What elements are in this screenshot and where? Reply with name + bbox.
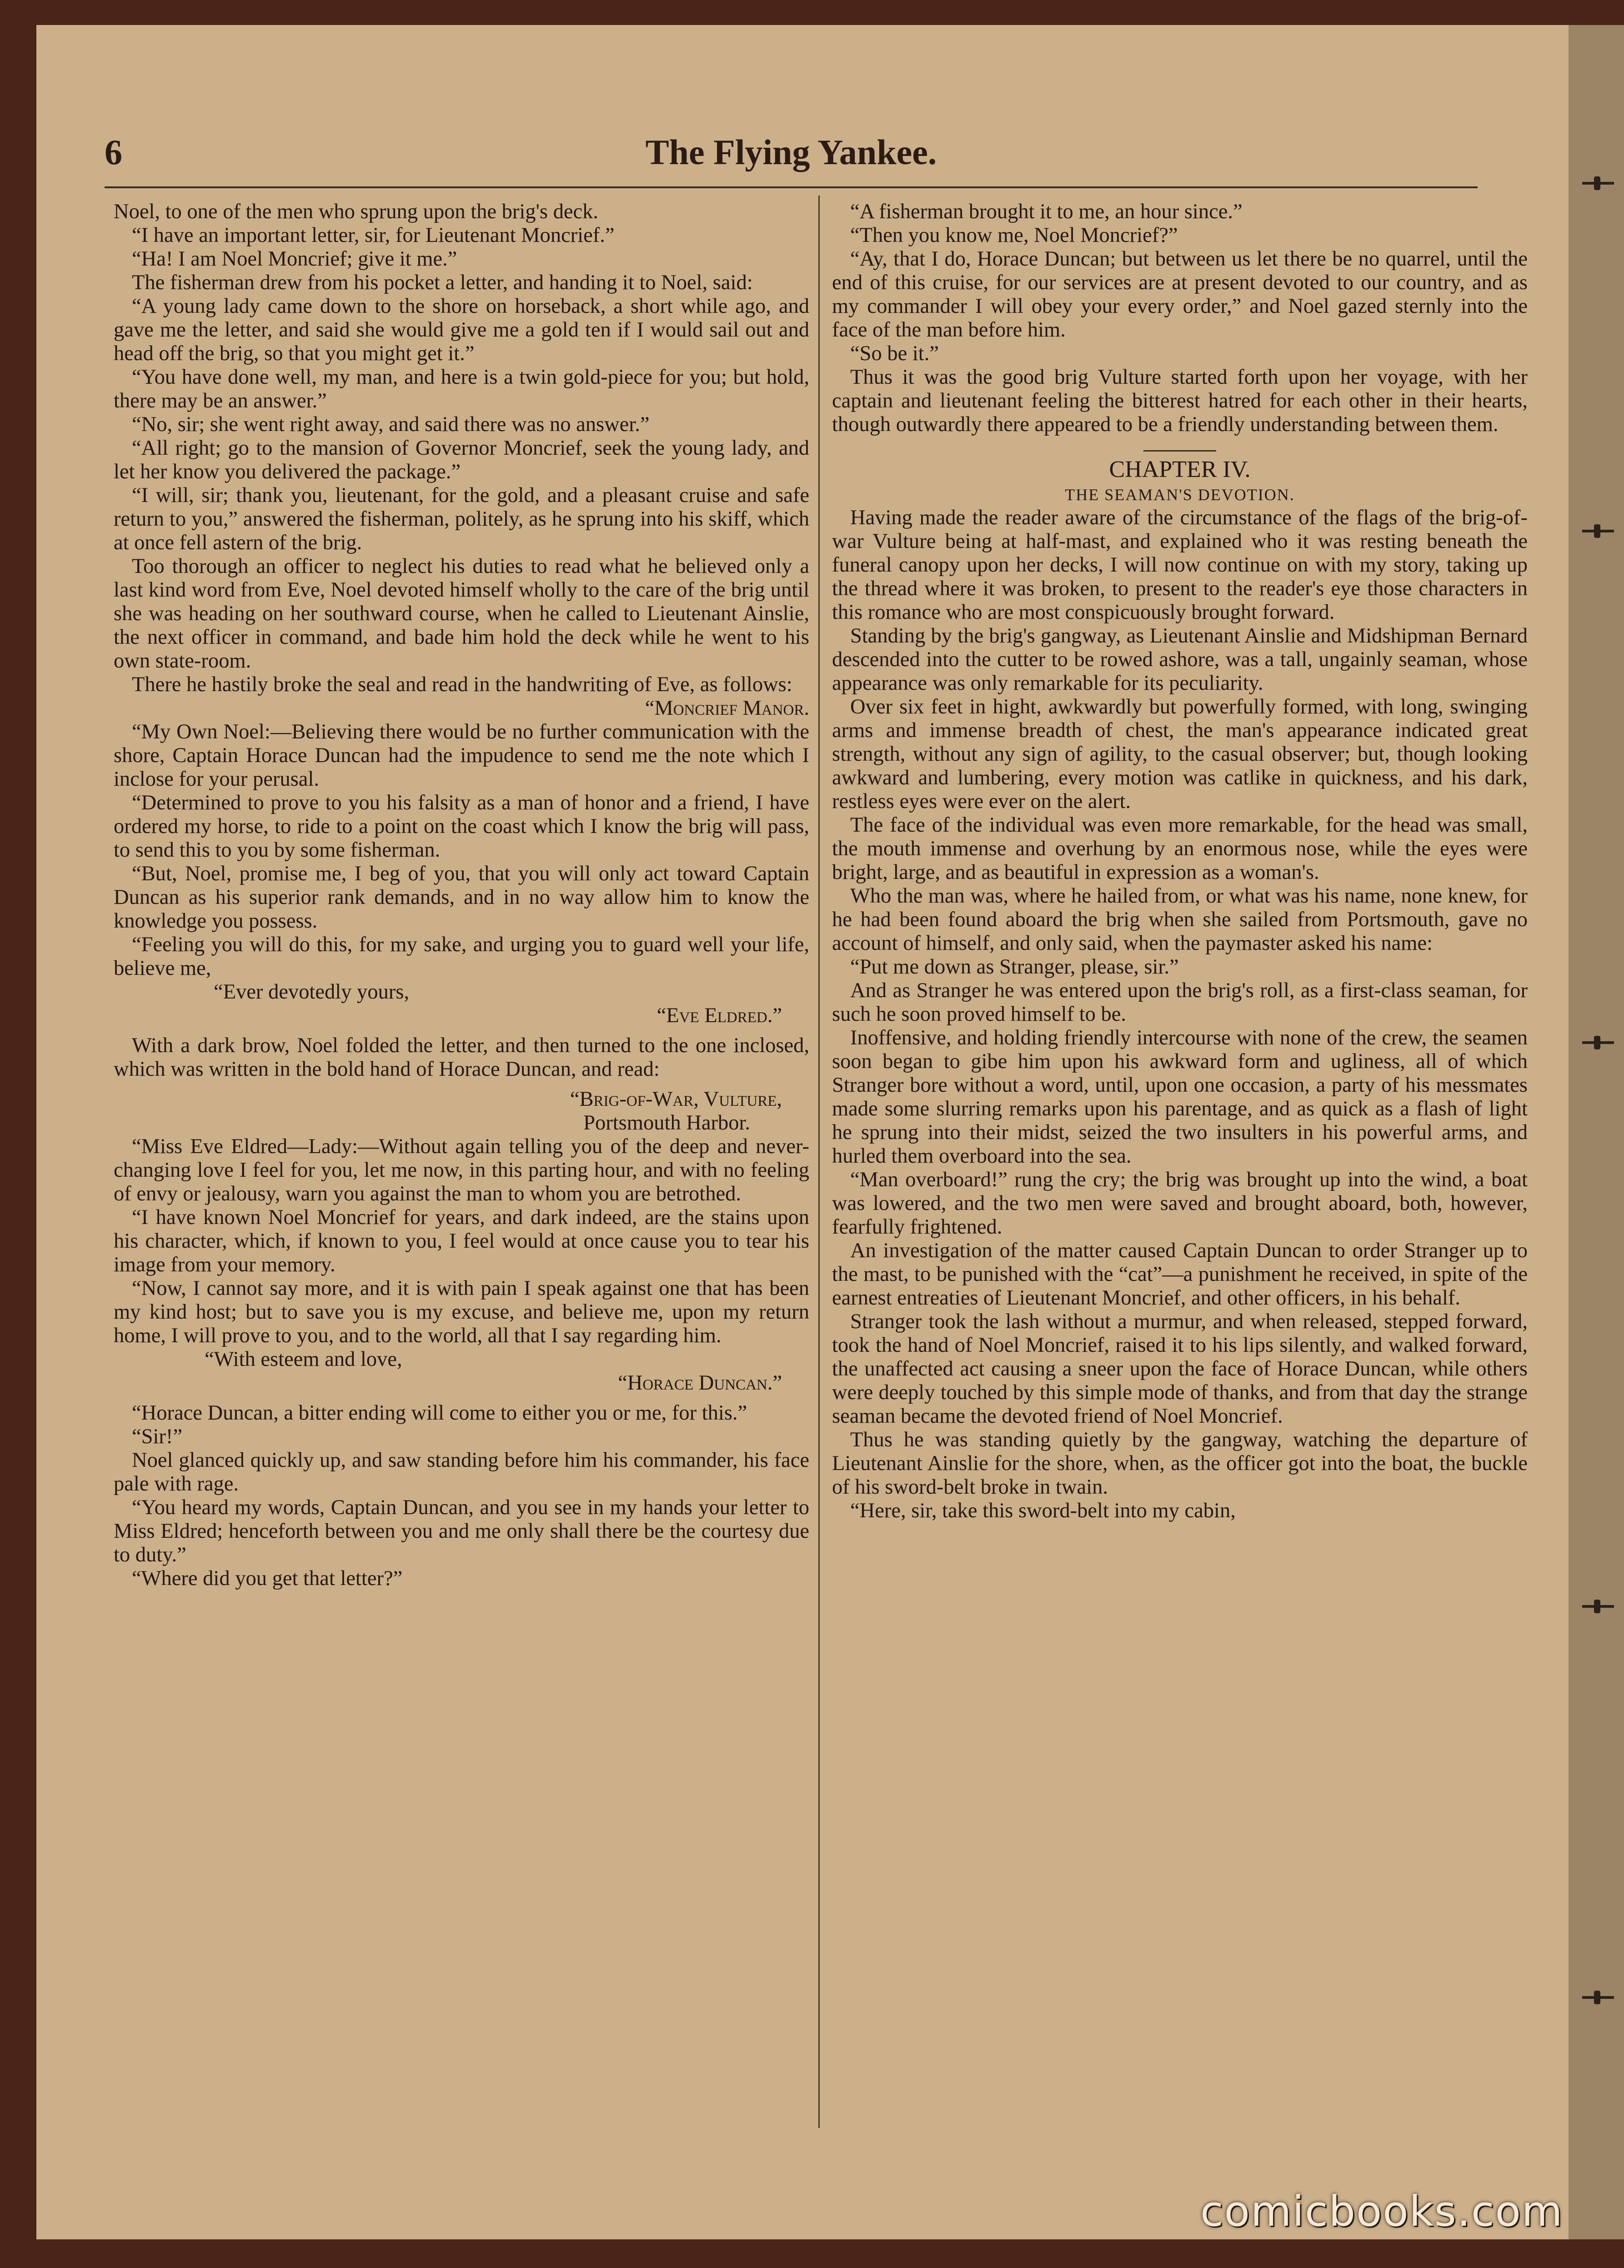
letter-heading: “Moncrief Manor. bbox=[645, 697, 809, 720]
paragraph: “Here, sir, take this sword-belt into my cabin, bbox=[850, 1499, 1236, 1522]
header-rule bbox=[105, 186, 1478, 188]
paragraph: Who the man was, where he hailed from, or what was his name, none knew, for he had been found aboard the brig when she sailed from Portsmouth, gave no account of himself, and only said, when the paymaster asked his name: bbox=[832, 884, 1528, 955]
running-title: The Flying Yankee. bbox=[645, 132, 937, 172]
right-column bbox=[832, 200, 1528, 2137]
binding-staple bbox=[1582, 1996, 1614, 1999]
letter-signature: “Horace Duncan.” bbox=[618, 1371, 782, 1395]
watermark bbox=[1200, 2178, 1609, 2237]
paragraph: “Ay, that I do, Horace Duncan; but between us let there be no quarrel, until the end of this cruise, for our services are at present devoted to our country, and as my commander I will obey your every order,” and Noel gazed sternly into the face of the man before him. bbox=[832, 247, 1528, 341]
paragraph: “So be it.” bbox=[850, 342, 939, 365]
chapter-heading: CHAPTER IV. bbox=[1109, 457, 1251, 482]
paragraph: “Man overboard!” rung the cry; the brig was brought up into the wind, a boat was lowered, and the two men were saved and brought aboard, both, however, fearfully frightened. bbox=[832, 1168, 1528, 1239]
letter-paragraph: “Now, I cannot say more, and it is with pain I speak against one that has been my kind host; but to save you is my excuse, and believe me, upon my return home, I will prove to you, and to the world, all that I say regarding him. bbox=[114, 1277, 809, 1347]
paragraph: “A fisherman brought it to me, an hour since.” bbox=[850, 200, 1243, 223]
paragraph: Standing by the brig's gangway, as Lieutenant Ainslie and Midshipman Bernard descended into the cutter to be rowed ashore, was a tall, ungainly seaman, whose appearance was only remarkable for its peculiarity. bbox=[832, 624, 1528, 695]
letter-heading: Portsmouth Harbor. bbox=[583, 1111, 750, 1134]
page-number: 6 bbox=[105, 132, 122, 172]
chapter-subtitle: THE SEAMAN'S DEVOTION. bbox=[1065, 486, 1295, 504]
binding-staple bbox=[1582, 182, 1614, 185]
paragraph: “Put me down as Stranger, please, sir.” bbox=[850, 955, 1179, 978]
paragraph: “No, sir; she went right away, and said there was no answer.” bbox=[132, 413, 650, 436]
paragraph: “Horace Duncan, a bitter ending will come to either you or me, for this.” bbox=[132, 1401, 747, 1425]
paragraph: Too thorough an officer to neglect his duties to read what he believed only a last kind word from Eve, Noel devoted himself wholly to the care of the brig until she was heading on her southward course, when he called to Lieutenant Ainslie, the next officer in command, and bade him hold the deck while he went to his own state-room. bbox=[114, 555, 809, 672]
letter-paragraph: “Miss Eve Eldred—Lady:—Without again telling you of the deep and never-changing love I feel for you, let me now, in this parting hour, and with no feeling of envy or jealousy, warn you against the man to whom you are betrothed. bbox=[114, 1135, 809, 1205]
paragraph: And as Stranger he was entered upon the brig's roll, as a first-class seaman, for such he soon proved himself to be. bbox=[832, 979, 1528, 1026]
paragraph: “A young lady came down to the shore on horseback, a short while ago, and gave me the letter, and said she would give me a gold ten if I would sail out and head off the brig, so that you might get it.” bbox=[114, 295, 809, 365]
paragraph: Stranger took the lash without a murmur, and when released, stepped forward, took the hand of Noel Moncrief, raised it to his lips silently, and walked forward, the unaffected act causing a sneer upon the face of Horace Duncan, while others were deeply touched by this simple mode of thanks, and from that day the strange seaman became the devoted friend of Noel Moncrief. bbox=[832, 1310, 1528, 1428]
letter-heading: “Brig-of-War, Vulture, bbox=[570, 1088, 782, 1111]
paragraph: Thus he was standing quietly by the gangway, watching the departure of Lieutenant Ainslie for the shore, when, as the officer got into the boat, the buckle of his sword-belt broke in twain. bbox=[832, 1428, 1528, 1499]
paragraph: The fisherman drew from his pocket a letter, and handing it to Noel, said: bbox=[132, 271, 753, 294]
paragraph: “Sir!” bbox=[132, 1425, 183, 1448]
paragraph: “Then you know me, Noel Moncrief?” bbox=[850, 224, 1178, 247]
paragraph: Noel, to one of the men who sprung upon the brig's deck. bbox=[114, 200, 599, 223]
paragraph: Noel glanced quickly up, and saw standing before him his commander, his face pale with rage. bbox=[114, 1449, 809, 1495]
letter-paragraph: “Determined to prove to you his falsity as a man of honor and a friend, I have ordered my horse, to ride to a point on the coast which I know the brig will pass, to send this to you by some fisherman. bbox=[114, 791, 809, 862]
paragraph: An investigation of the matter caused Captain Duncan to order Stranger up to the mast, to be punished with the “cat”—a punishment he received, in spite of the earnest entreaties of Lieutenant Moncrief, and other officers, in his behalf. bbox=[832, 1239, 1528, 1310]
letter-paragraph: “But, Noel, promise me, I beg of you, that you will only act toward Captain Duncan as his superior rank demands, and in no way allow him to know the knowledge you possess. bbox=[114, 862, 809, 933]
paragraph: Inoffensive, and holding friendly intercourse with none of the crew, the seamen soon began to gibe him upon his awkward form and ugliness, all of which Stranger bore without a word, until, upon one occasion, a party of his messmates made some slurring remarks upon his parentage, and as quick as a flash of light he sprung into their midst, seized the two insulters in his powerful arms, and hurled them overboard into the sea. bbox=[832, 1026, 1528, 1168]
paragraph: “I will, sir; thank you, lieutenant, for the gold, and a pleasant cruise and safe return to you,” answered the fisherman, politely, as he sprung into his skiff, which at once fell astern of the brig. bbox=[114, 484, 809, 554]
paragraph: Having made the reader aware of the circumstance of the flags of the brig-of-war Vulture being at half-mast, and explained who it was resting beneath the funeral canopy upon her decks, I will now continue on with my story, taking up the thread where it was broken, to present to the reader's eye those characters in this romance who are most conspicuously brought forward. bbox=[832, 506, 1528, 624]
column-divider bbox=[818, 196, 820, 2128]
paragraph: “You heard my words, Captain Duncan, and you see in my hands your letter to Miss Eldred; henceforth between you and me only shall there be the courtesy due to duty.” bbox=[114, 1496, 809, 1566]
binding-staple bbox=[1582, 1041, 1614, 1044]
binding-gutter bbox=[1569, 25, 1624, 2239]
paragraph: Over six feet in hight, awkwardly but powerfully formed, with long, swinging arms and immense breadth of chest, the man's appearance indicated great strength, without any sign of agility, to the casual observer; but, though looking awkward and lumbering, every motion was catlike in quickness, and his dark, restless eyes were ever on the alert. bbox=[832, 695, 1528, 813]
paragraph: “Ha! I am Noel Moncrief; give it me.” bbox=[132, 247, 457, 271]
letter-signature: “Eve Eldred.” bbox=[657, 1004, 782, 1027]
paragraph: Thus it was the good brig Vulture started forth upon her voyage, with her captain and lieutenant feeling the bitterest hatred for each other in their hearts, though outwardly there appeared to be a friendly understanding between them. bbox=[832, 366, 1528, 436]
paragraph: “You have done well, my man, and here is a twin gold-piece for you; but hold, there may be an answer.” bbox=[114, 366, 809, 412]
watermark-text: comicbooks.com bbox=[1200, 2187, 1564, 2236]
paragraph: With a dark brow, Noel folded the letter, and then turned to the one inclosed, which was written in the bold hand of Horace Duncan, and read: bbox=[114, 1034, 809, 1081]
binding-staple bbox=[1582, 1605, 1614, 1608]
binding-staple bbox=[1582, 530, 1614, 532]
paragraph: “All right; go to the mansion of Governor Moncrief, seek the young lady, and let her know you delivered the package.” bbox=[114, 437, 809, 483]
letter-paragraph: “Feeling you will do this, for my sake, and urging you to guard well your life, believe me, bbox=[114, 933, 809, 980]
page-header bbox=[105, 132, 1478, 182]
paragraph: The face of the individual was even more remarkable, for the head was small, the mouth immense and overhung by an enormous nose, while the eyes were bright, large, and as beautiful in expression as a woman's. bbox=[832, 813, 1528, 884]
letter-paragraph: “My Own Noel:—Believing there would be no further communication with the shore, Captain Horace Duncan had the impudence to send me the note which I inclose for your perusal. bbox=[114, 720, 809, 791]
paragraph: “Where did you get that letter?” bbox=[132, 1567, 403, 1590]
section-rule bbox=[1143, 450, 1216, 452]
paragraph: “I have an important letter, sir, for Lieutenant Moncrief.” bbox=[132, 224, 615, 247]
paragraph: There he hastily broke the seal and read in the handwriting of Eve, as follows: bbox=[132, 673, 792, 696]
letter-closing: “Ever devotedly yours, bbox=[214, 980, 409, 1004]
letter-paragraph: “I have known Noel Moncrief for years, and dark indeed, are the stains upon his character, which, if known to you, I feel would at once cause you to tear his image from your memory. bbox=[114, 1206, 809, 1276]
letter-closing: “With esteem and love, bbox=[205, 1348, 402, 1371]
left-column bbox=[114, 200, 809, 2137]
